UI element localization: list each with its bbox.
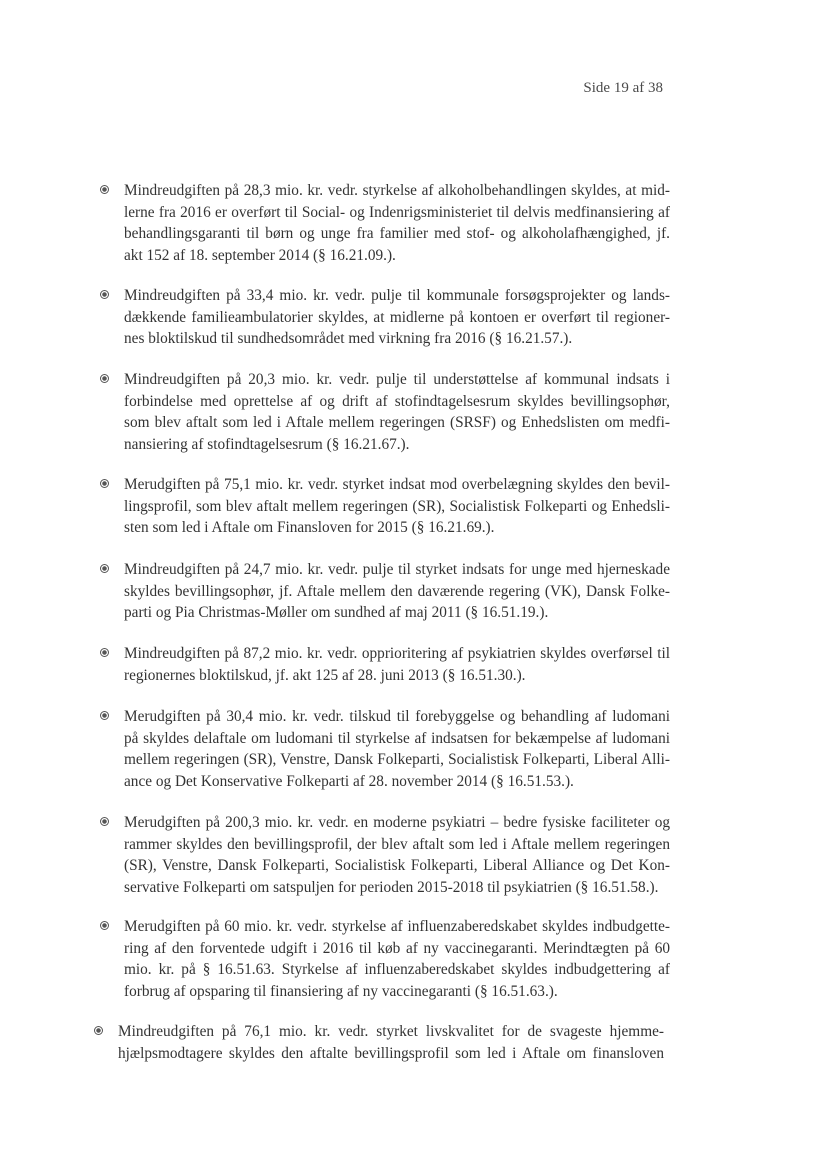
bullet-icon [100, 290, 109, 299]
text-line: som blev aftalt som led i Aftale mellem regeringen (SRSF) og Enhedslisten om medfi- [124, 414, 670, 431]
bullet-icon [100, 374, 109, 383]
bullet-text [124, 559, 670, 624]
bullet-item-3 [100, 369, 670, 455]
text-line: Mindreudgiften på 33,4 mio. kr. vedr. pulje til kommunale forsøgsprojekter og lands- [124, 287, 670, 304]
bullet-icon [100, 921, 109, 930]
bullet-text [124, 369, 670, 455]
text-line: Merudgiften på 30,4 mio. kr. vedr. tilskud til forebyggelse og behandling af ludomani [124, 708, 670, 725]
bullet-icon [100, 185, 109, 194]
bullet-item-5 [100, 559, 670, 624]
text-line: nes bloktilskud til sundhedsområdet med virkning fra 2016 (§ 16.21.57.). [124, 330, 573, 347]
bullet-icon [100, 711, 109, 720]
text-line: servative Folkeparti om satspuljen for perioden 2015-2018 til psykiatrien (§ 16.51.58.). [124, 878, 659, 896]
text-line: Mindreudgiften på 20,3 mio. kr. vedr. pulje til understøttelse af kommunal indsats i [124, 371, 670, 388]
text-line: parti og Pia Christmas-Møller om sundhed af maj 2011 (§ 16.51.19.). [124, 604, 549, 621]
text-line: forbrug af opsparing til finansiering af ny vaccinegaranti (§ 16.51.63.). [124, 982, 558, 1000]
text-line: lingsprofil, som blev aftalt mellem regeringen (SR), Socialistisk Folkeparti og Enhedsli- [124, 497, 670, 515]
text-line: behandlingsgaranti til børn og unge fra familier med stof- og alkoholafhængighed, jf. [124, 225, 670, 242]
text-line: mio. kr. på § 16.51.63. Styrkelse af influenzaberedskabet skyldes indbudgettering af [124, 961, 670, 978]
text-line: regionernes bloktilskud, jf. akt 125 af 28. juni 2013 (§ 16.51.30.). [124, 666, 526, 684]
text-line: Mindreudgiften på 76,1 mio. kr. vedr. styrket livskvalitet for de svageste hjemme- [118, 1023, 664, 1040]
text-line: mellem regeringen (SR), Venstre, Dansk Folkeparti, Socialistisk Folkeparti, Liberal Alli- [124, 751, 670, 768]
bullet-item-7 [100, 706, 670, 792]
bullet-icon [100, 817, 109, 826]
text-line: (SR), Venstre, Dansk Folkeparti, Socialistisk Folkeparti, Liberal Alliance og Det Kon- [124, 857, 670, 874]
text-line: ring af den forventede udgift i 2016 til køb af ny vaccinegaranti. Merindtægten på 60 [124, 939, 670, 957]
text-line: skyldes bevillingsophør, jf. Aftale mellem den daværende regering (VK), Dansk Folke- [124, 582, 670, 600]
bullet-item-1 [100, 180, 670, 266]
bullet-text [124, 812, 670, 898]
text-line: nansiering af stofindtagelsesrum (§ 16.21.67.). [124, 435, 410, 453]
page-number: Side 19 af 38 [583, 80, 663, 96]
text-line: Merudgiften på 75,1 mio. kr. vedr. styrket indsat mod overbelægning skyldes den bevil- [124, 476, 670, 493]
text-line: forbindelse med oprettelse af og drift af stofindtagelsesrum skyldes bevillingsophør, [124, 392, 670, 410]
bullet-text [124, 916, 670, 1002]
text-line: Mindreudgiften på 87,2 mio. kr. vedr. opprioritering af psykiatrien skyldes overførsel til [124, 645, 670, 662]
bullet-icon [100, 564, 109, 573]
text-line: sten som led i Aftale om Finansloven for 2015 (§ 16.21.69.). [124, 519, 495, 536]
bullet-item-10 [94, 1021, 664, 1064]
text-line: Merudgiften på 60 mio. kr. vedr. styrkelse af influenzaberedskabet skyldes indbudgette- [124, 918, 670, 935]
bullet-text [124, 474, 670, 539]
bullet-text [124, 285, 670, 350]
bullet-text [124, 180, 670, 266]
bullet-text [124, 643, 670, 686]
text-line: akt 152 af 18. september 2014 (§ 16.21.09.). [124, 246, 396, 264]
text-line: hjælpsmodtagere skyldes den aftalte bevillingsprofil som led i Aftale om finansloven [118, 1044, 664, 1062]
bullet-icon [100, 648, 109, 657]
bullet-item-2 [100, 285, 670, 350]
bullet-item-9 [100, 916, 670, 1002]
bullet-item-6 [100, 643, 670, 686]
text-line: på skyldes delaftale om ludomani til styrkelse af indsatsen for bekæmpelse af ludomani [124, 729, 670, 747]
text-line: ance og Det Konservative Folkeparti af 28. november 2014 (§ 16.51.53.). [124, 772, 574, 790]
bullet-icon [94, 1026, 103, 1035]
text-line: lerne fra 2016 er overført til Social- og Indenrigsministeriet til delvis medfinansiering af [124, 203, 670, 221]
text-line: rammer skyldes den bevillingsprofil, der blev aftalt som led i Aftale mellem regeringen [124, 835, 670, 853]
text-line: Merudgiften på 200,3 mio. kr. vedr. en moderne psykiatri – bedre fysiske faciliteter og [124, 814, 670, 831]
bullet-item-4 [100, 474, 670, 539]
bullet-item-8 [100, 812, 670, 898]
bullet-text [124, 706, 670, 792]
bullet-text [118, 1021, 664, 1064]
text-line: Mindreudgiften på 24,7 mio. kr. vedr. pulje til styrket indsats for unge med hjerneskade [124, 561, 670, 578]
text-line: dækkende familieambulatorier skyldes, at midlerne på kontoen er overført til regioner- [124, 308, 670, 326]
bullet-icon [100, 479, 109, 488]
text-line: Mindreudgiften på 28,3 mio. kr. vedr. styrkelse af alkoholbehandlingen skyldes, at mid- [124, 182, 670, 199]
